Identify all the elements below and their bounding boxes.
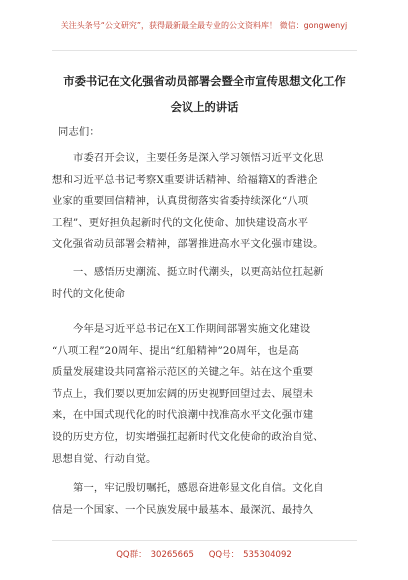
paragraph-line: 信是一个国家、一个民族发展中最基本、最深沉、最持久	[52, 503, 314, 516]
paragraph-line: 思想自觉、行动自觉。	[52, 452, 157, 465]
paragraph-line: 设的历史方位，切实增强扛起新时代文化使命的政治自觉、	[52, 430, 324, 443]
document-title	[52, 68, 357, 120]
paragraph-line: 时代的文化使命	[52, 287, 126, 300]
section-heading-1	[52, 262, 358, 305]
footer-divider	[52, 540, 357, 541]
paragraph-line: 质量发展建设共同富裕示范区的关键之年。站在这个重要	[52, 366, 314, 379]
paragraph-line: 第一，牢记殷切嘱托，感恩奋进彰显文化自信。文化自	[73, 482, 324, 494]
paragraph-line: 文化强省动员部署会精神，部署推进高水平文化强市建设。	[52, 238, 324, 251]
paragraph-line: 工程”、更好担负起新时代的文化使命、加快建设高水平	[52, 216, 309, 229]
paragraph-line: “八项工程”20周年、提出“红船精神”20周年，也是高	[52, 344, 299, 357]
paragraph-line: 一、感悟历史潮流、挺立时代潮头，以更高站位扛起新	[73, 266, 324, 278]
paragraph-line: 今年是习近平总书记在X工作期间部署实施文化建设	[73, 323, 311, 335]
paragraph-line: 来，在中国式现代化的时代浪潮中找准高水平文化强市建	[52, 409, 314, 422]
paragraph-1	[52, 148, 358, 256]
header-banner	[0, 10, 408, 50]
paragraph-line: 市委召开会议，主要任务是深入学习领悟习近平文化思	[73, 152, 324, 164]
paragraph-line: 想和习近平总书记考察X重要讲话精神、给福籍X的香港企	[52, 173, 318, 186]
paragraph-2	[52, 319, 358, 470]
qq-group-label: QQ群：	[116, 550, 147, 560]
header-divider	[52, 50, 357, 51]
qq-number: 535304092	[243, 550, 292, 560]
paragraph-line: 节点上，我们要以更加宏阔的历史视野回望过去、展望未	[52, 387, 314, 400]
title-line-1: 市委书记在文化强省动员部署会暨全市宣传思想文化工作	[63, 74, 346, 88]
qq-label: QQ号：	[208, 550, 240, 560]
qq-group-number: 30265665	[150, 550, 194, 560]
title-line-2: 会议上的讲话	[170, 100, 239, 114]
footer-contact	[0, 548, 408, 560]
paragraph-line: 业家的重要回信精神，认真贯彻落实省委持续深化“八项	[52, 195, 309, 208]
salutation-text: 同志们：	[58, 126, 100, 138]
banner-text: 关注头条号“公文研究”，获得最新最全最专业的公文资料库！ 微信：gongwenyj	[60, 21, 348, 30]
salutation	[58, 122, 364, 144]
paragraph-3	[52, 478, 358, 521]
